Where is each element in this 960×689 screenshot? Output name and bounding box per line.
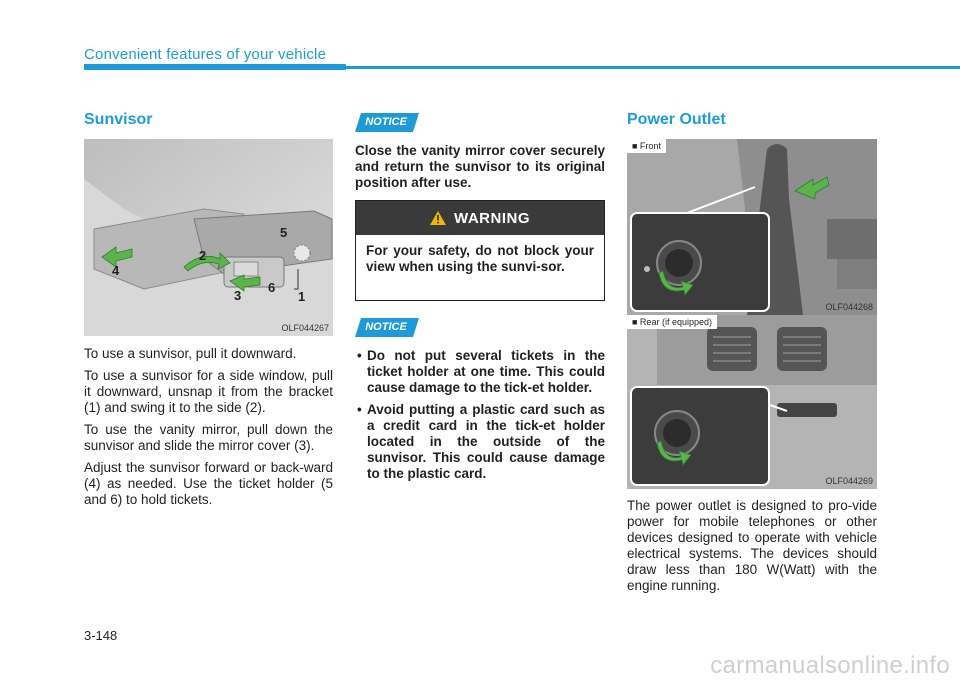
sunvisor-paragraph: To use a sunvisor for a side window, pull it downward, unsnap it from the bracket (1) and swing it to the side (2). (84, 368, 333, 415)
rear-outlet-illustration (627, 315, 877, 489)
sunvisor-illustration (84, 139, 333, 336)
sunvisor-figure-code: OLF044267 (281, 323, 329, 333)
callout-1: 1 (298, 289, 306, 304)
bullet-icon: • (357, 348, 362, 363)
rear-label: ■ Rear (if equipped) (627, 315, 717, 329)
notice-badge (355, 113, 419, 132)
warning-label: WARNING (454, 209, 530, 227)
callout-5: 5 (280, 225, 288, 240)
notice-label: NOTICE (365, 116, 407, 128)
rear-figure-code: OLF044269 (825, 476, 873, 486)
list-item (355, 402, 605, 482)
sunvisor-paragraph: To use a sunvisor, pull it downward. (84, 346, 297, 361)
callout-2: 2 (199, 248, 207, 263)
notice1-text: Close the vanity mirror cover securely and return the sunvisor to its original position after use. (355, 143, 605, 190)
front-outlet-figure (627, 139, 877, 315)
sunvisor-text (84, 346, 333, 514)
callout-4: 4 (112, 263, 120, 278)
front-figure-code: OLF044268 (825, 302, 873, 312)
sunvisor-figure (84, 139, 333, 336)
power-outlet-text: The power outlet is designed to pro-vide power for mobile telephones or other devices designed to operate with vehicle electrical systems. The devices should draw less than 180 W(Watt) with the engine running. (627, 498, 877, 593)
sunvisor-title: Sunvisor (84, 111, 153, 128)
page-number: 3-148 (84, 628, 118, 643)
rear-outlet-figure (627, 315, 877, 489)
sunvisor-paragraph: Adjust the sunvisor forward or back-ward (4) as needed. Use the ticket holder (5 and 6) to hold tickets. (84, 460, 333, 507)
watermark: carmanualsonline.info (710, 652, 950, 679)
bullet-icon: • (357, 402, 362, 417)
list-item (355, 348, 605, 396)
section-header: Convenient features of your vehicle (84, 46, 327, 63)
notice2-bullet-text: Avoid putting a plastic card such as a credit card in the tick-et holder located in the outside of the sunvisor. This could cause damage to the plastic card. (367, 402, 605, 481)
callout-3: 3 (234, 288, 242, 303)
warning-box (355, 200, 605, 301)
warning-text: For your safety, do not block your view when using the sunvi-sor. (366, 243, 594, 274)
notice2-bullet-text: Do not put several tickets in the ticket holder at one time. This could cause damage to the tick-et holder. (367, 348, 605, 395)
warning-triangle-icon (430, 211, 446, 225)
front-label: ■ Front (627, 139, 666, 153)
front-outlet-illustration (627, 139, 877, 315)
header-rule-accent (84, 64, 346, 70)
notice2-list (355, 348, 605, 488)
sunvisor-paragraph: To use the vanity mirror, pull down the sunvisor and slide the mirror cover (3). (84, 422, 333, 453)
warning-header (356, 201, 604, 235)
power-outlet-title: Power Outlet (627, 111, 726, 128)
notice-badge (355, 318, 419, 337)
notice-label: NOTICE (365, 321, 407, 333)
callout-6: 6 (268, 280, 276, 295)
